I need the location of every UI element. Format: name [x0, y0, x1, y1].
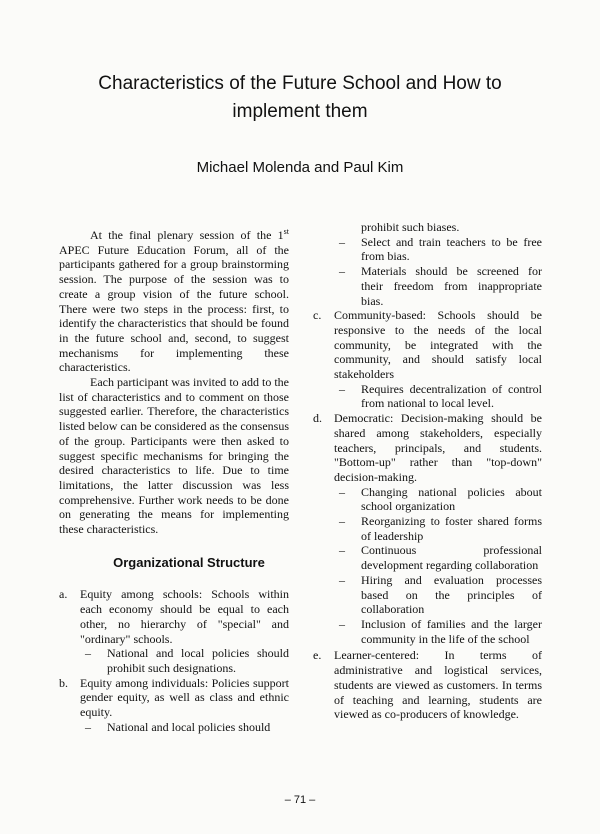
sub-item: [313, 264, 542, 308]
item-text: Equity among individuals: Policies support gender equity, as well as class and ethnic equity.: [80, 675, 289, 720]
item-letter: d.: [313, 411, 322, 426]
dash-bullet: –: [339, 543, 345, 558]
sub-item-continuation: prohibit such biases.: [361, 220, 460, 234]
sub-item: [313, 543, 542, 572]
sub-item-text: Hiring and evaluation processes based on the principles of collaboration: [361, 572, 542, 617]
list-item-a: [59, 587, 289, 646]
sub-item-text: Select and train teachers to be free from bias.: [361, 234, 542, 264]
dash-bullet: –: [339, 514, 345, 529]
sub-item: [313, 514, 542, 543]
title-line-2: implement them: [232, 101, 368, 122]
list-item-e: [313, 648, 542, 722]
sub-item-text: National and local policies should: [107, 719, 271, 734]
intro-p1-rest: APEC Future Education Forum, all of the participants gathered for a group brainstorming session. The purpose of the session was to create a group vision of the future school. There were two steps in the process: first, to identify the characteristics that should be found in the future school and, second, to suggest mechanisms for implementing these characteristics.: [59, 242, 289, 375]
sub-item-text: Reorganizing to foster shared forms of leadership: [361, 514, 542, 543]
sub-item: [313, 382, 542, 411]
intro-p1-start: At the final plenary session of the 1: [90, 228, 284, 242]
item-text: Equity among schools: Schools within each economy should be equal to each other, no hierarchy of "special" and "ordinary" schools.: [80, 587, 289, 646]
dash-bullet: –: [339, 234, 345, 249]
item-letter: c.: [313, 308, 322, 323]
sub-item: [313, 573, 542, 617]
sub-item: [313, 235, 542, 264]
dash-bullet: –: [339, 484, 345, 499]
authors: Michael Molenda and Paul Kim: [196, 159, 404, 176]
intro-paragraph-1: [59, 225, 289, 375]
title-line-1: Characteristics of the Future School and How to: [98, 73, 502, 94]
sub-item-text: National and local policies should prohibit such designations.: [107, 646, 289, 675]
sub-item-text: Requires decentralization of control from national to local level.: [361, 381, 542, 411]
list-item-b: [59, 676, 289, 720]
dash-bullet: –: [339, 264, 345, 279]
dash-bullet: –: [339, 616, 345, 631]
sub-item-text: Changing national policies about school organization: [361, 484, 542, 514]
dash-bullet: –: [85, 646, 91, 661]
section-heading: Organizational Structure: [113, 554, 265, 570]
sub-item-text: Continuous professional development regarding collaboration: [361, 543, 542, 573]
sub-item: [59, 720, 289, 735]
list-item-d: [313, 411, 542, 485]
list-item-c: [313, 308, 542, 382]
item-letter: e.: [313, 648, 322, 663]
right-column: [313, 220, 542, 722]
item-text: Democratic: Decision-making should be shared among stakeholders, especially teachers, principals, and students. "Bottom-up" rather than "top-down" decision-making.: [334, 411, 542, 484]
left-column: [59, 225, 289, 735]
sub-item: [59, 646, 289, 675]
sub-item-text: Materials should be screened for their freedom from inappropriate bias.: [361, 264, 542, 308]
dash-bullet: –: [339, 381, 345, 396]
item-letter: b.: [59, 675, 68, 690]
item-text: Learner-centered: In terms of administrative and logistical services, students are viewed as customers. In terms of teaching and learning, students are viewed as co-producers of knowledge.: [334, 648, 542, 722]
item-letter: a.: [59, 587, 68, 602]
page-number: – 71 –: [284, 794, 316, 806]
sub-item: [313, 617, 542, 646]
document-title: [60, 70, 540, 126]
intro-p1-superscript: st: [283, 227, 289, 236]
item-text: Community-based: Schools should be responsive to the needs of the local community, be integrated with the community, and should satisfy local stakeholders: [334, 308, 542, 382]
sub-item-text: Inclusion of families and the larger community in the life of the school: [361, 616, 542, 646]
sub-item: [313, 485, 542, 514]
dash-bullet: –: [339, 572, 345, 587]
dash-bullet: –: [85, 719, 91, 734]
intro-paragraph-2: Each participant was invited to add to the list of characteristics and to comment on those suggested earlier. Therefore, the characteristics listed below can be considered as the consensus of the group. Participants were then asked to suggest specific mechanisms for bringing the desired characteristics to life. Due to time limitations, the latter discussion was less comprehensive. Further work needs to be done on generating the means for implementing these characteristics.: [59, 375, 289, 537]
